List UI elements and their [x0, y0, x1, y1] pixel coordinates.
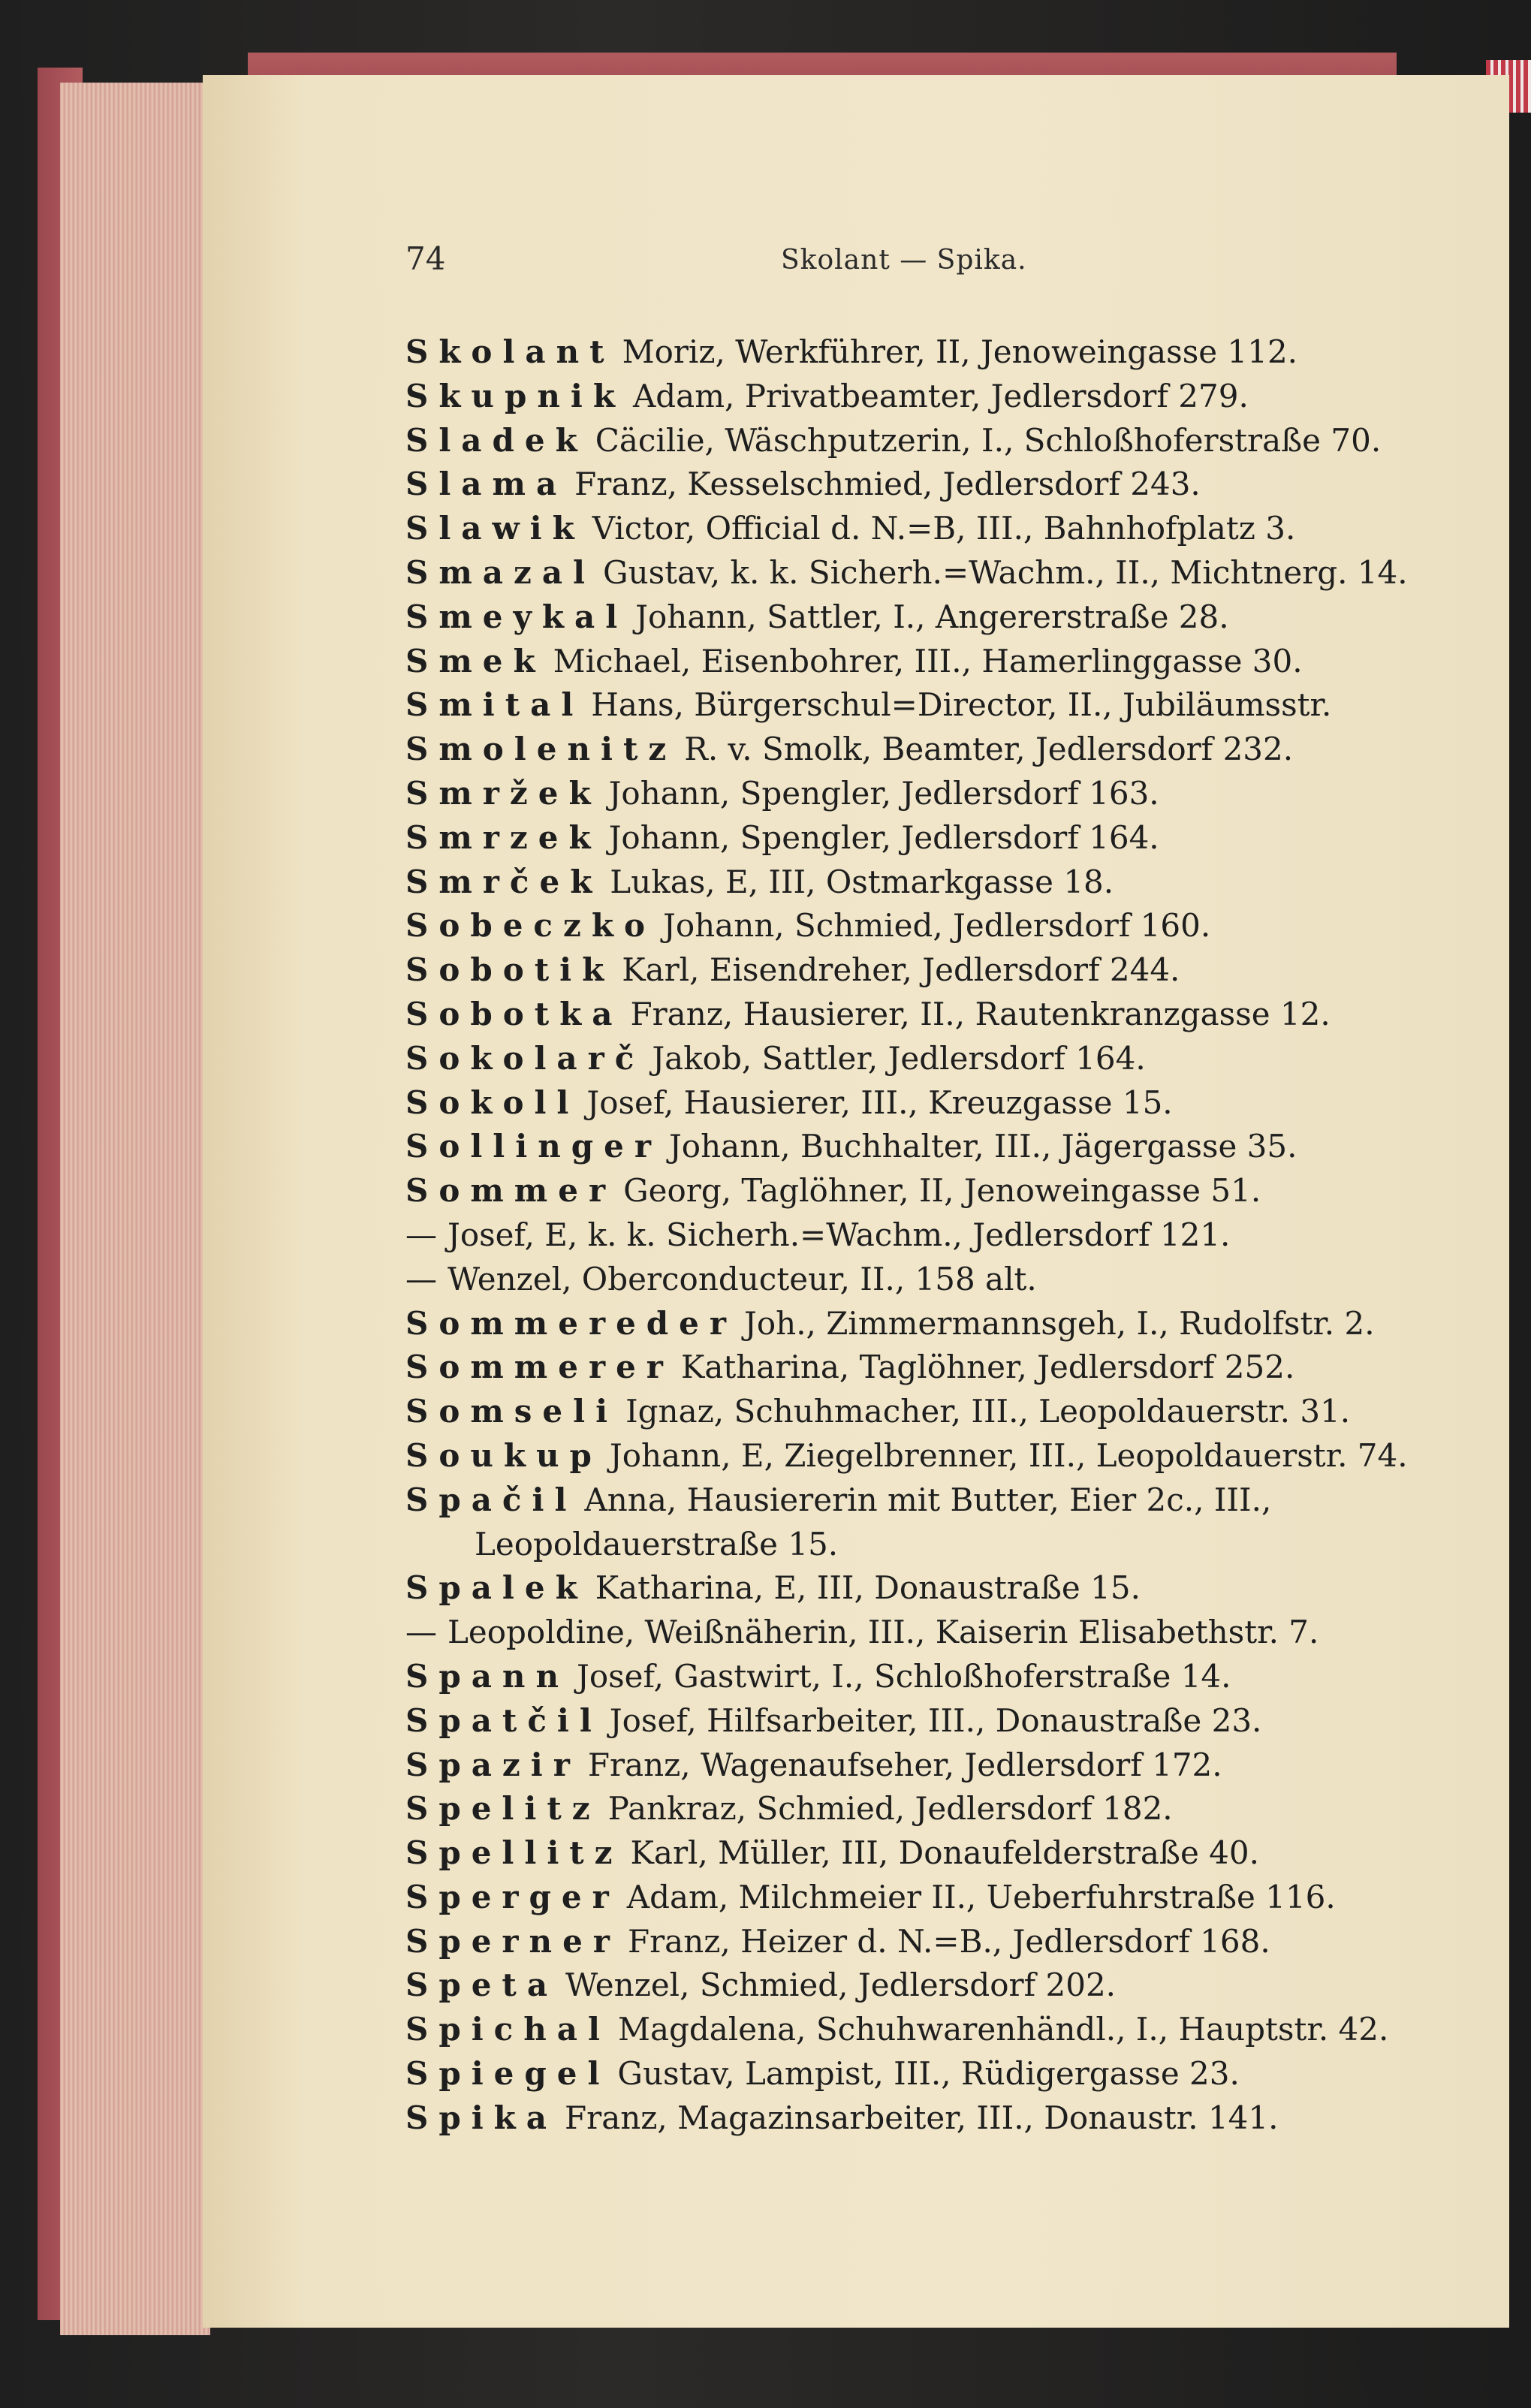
running-head: Skolant — Spika. [781, 245, 1027, 276]
directory-entry [405, 1125, 1479, 1169]
entry-surname: Spiegel [405, 2055, 610, 2093]
entry-surname: Sollinger [405, 1128, 662, 1165]
entry-surname: Sommereder [405, 1304, 737, 1342]
entry-details: Pankraz, Schmied, Jedlersdorf 182. [607, 1790, 1173, 1828]
entry-details: Magdalena, Schuhwarenhändl., I., Hauptstr. 42. [617, 2011, 1389, 2048]
entry-surname: Spazir [405, 1746, 580, 1783]
directory-entry [405, 1081, 1479, 1126]
entry-details: Ignaz, Schuhmacher, III., Leopoldauerstr. 31. [625, 1393, 1351, 1430]
entry-details: Georg, Taglöhner, II, Jenoweingasse 51. [623, 1172, 1261, 1210]
entry-details: Hans, Bürgerschul=Director, II., Jubiläumsstr. [591, 686, 1332, 724]
entry-details: R. v. Smolk, Beamter, Jedlersdorf 232. [684, 731, 1294, 768]
directory-entry [405, 1611, 1479, 1655]
directory-entry [405, 1169, 1479, 1213]
entry-surname: Sokolarč [405, 1039, 645, 1077]
entry-details: Karl, Eisendreher, Jedlersdorf 244. [622, 951, 1180, 989]
entry-details: Josef, Hausierer, III., Kreuzgasse 15. [586, 1083, 1173, 1121]
page-edges [60, 83, 210, 2335]
entry-details: Josef, E, k. k. Sicherh.=Wachm., Jedlersdorf 121. [448, 1216, 1231, 1253]
directory-entry [405, 1831, 1479, 1876]
directory-entry [405, 1699, 1479, 1743]
entry-surname: Sokoll [405, 1083, 580, 1121]
entry-details: Leopoldine, Weißnäherin, III., Kaiserin Elisabethstr. 7. [448, 1614, 1319, 1651]
entry-surname: Smazal [405, 553, 596, 591]
directory-entry [405, 2052, 1479, 2096]
entry-surname: Sobotik [405, 951, 615, 989]
directory-entry [405, 1390, 1479, 1434]
directory-entry [405, 1876, 1479, 1920]
entry-surname: Sperger [405, 1878, 619, 1915]
directory-entry [405, 1743, 1479, 1788]
directory-entry [405, 1963, 1479, 2008]
ditto-dash: — [405, 1260, 437, 1297]
directory-entry [405, 463, 1479, 507]
directory-entry [405, 1478, 1479, 1523]
entry-surname: Smek [405, 642, 546, 680]
entry-surname: Sladek [405, 421, 588, 459]
entry-details: Lukas, E, III, Ostmarkgasse 18. [610, 863, 1114, 900]
entry-details: Wenzel, Schmied, Jedlersdorf 202. [565, 1966, 1117, 2004]
directory-entry [405, 1787, 1479, 1831]
entry-details: Adam, Milchmeier II., Ueberfuhrstraße 116. [626, 1878, 1336, 1915]
entry-details: Johann, Buchhalter, III., Jägergasse 35. [668, 1128, 1297, 1165]
entry-details: Josef, Hilfsarbeiter, III., Donaustraße 23. [609, 1701, 1262, 1739]
entry-surname: Skolant [405, 333, 615, 370]
entry-details: Franz, Kesselschmied, Jedlersdorf 243. [574, 466, 1201, 503]
directory-entry [405, 904, 1479, 948]
entry-details: Franz, Magazinsarbeiter, III., Donaustr. 141. [564, 2099, 1279, 2136]
entry-surname: Sobeczko [405, 907, 655, 945]
entry-surname: Spačil [405, 1481, 577, 1518]
directory-entry [405, 1302, 1479, 1346]
directory-entry [405, 683, 1479, 728]
page-number: 74 [405, 240, 446, 277]
entry-surname: Sommer [405, 1172, 616, 1210]
entry-surname: Slama [405, 466, 568, 503]
entry-surname: Spika [405, 2099, 557, 2136]
directory-entry [405, 330, 1479, 375]
entry-details: Johann, Schmied, Jedlersdorf 160. [662, 907, 1211, 945]
entry-details: Moriz, Werkführer, II, Jenoweingasse 112. [622, 333, 1298, 370]
entry-surname: Spichal [405, 2011, 610, 2048]
entry-surname: Smeykal [405, 598, 628, 635]
page-header [405, 240, 1479, 285]
directory-entry [405, 375, 1479, 419]
entry-surname: Smrzek [405, 818, 601, 856]
directory-entry [405, 1258, 1479, 1302]
directory-entry [405, 1566, 1479, 1611]
directory-entry [405, 860, 1479, 905]
entry-surname: Smrček [405, 863, 603, 900]
entry-details: Gustav, k. k. Sicherh.=Wachm., II., Michtnerg. 14. [603, 553, 1408, 591]
entry-surname: Skupnik [405, 377, 625, 414]
entry-surname: Sobotka [405, 995, 623, 1032]
directory-entry [405, 728, 1479, 772]
entry-surname: Somseli [405, 1393, 619, 1430]
entry-surname: Smolenitz [405, 731, 677, 768]
directory-entry [405, 1920, 1479, 1964]
entry-surname: Sommerer [405, 1349, 674, 1386]
entry-details: Gustav, Lampist, III., Rüdigergasse 23. [617, 2055, 1240, 2093]
directory-entry [405, 1523, 1479, 1567]
directory-entry [405, 1346, 1479, 1390]
entry-surname: Spalek [405, 1569, 588, 1607]
directory-entry [405, 993, 1479, 1037]
entry-details: Wenzel, Oberconducteur, II., 158 alt. [448, 1260, 1037, 1297]
entry-surname: Spellitz [405, 1834, 623, 1872]
directory-entry [405, 948, 1479, 993]
entry-surname: Spatčil [405, 1701, 602, 1739]
directory-entry [405, 1213, 1479, 1258]
entry-details: Josef, Gastwirt, I., Schloßhoferstraße 14. [576, 1657, 1231, 1695]
directory-entry [405, 595, 1479, 640]
directory-entry [405, 772, 1479, 816]
entry-details: Johann, Spengler, Jedlersdorf 164. [608, 818, 1159, 856]
entry-details: Anna, Hausiererin mit Butter, Eier 2c., III., [584, 1481, 1272, 1518]
ditto-dash: — [405, 1614, 437, 1651]
directory-entry [405, 1037, 1479, 1081]
directory-entry [405, 507, 1479, 551]
entry-surname: Smital [405, 686, 584, 724]
entry-surname: Smržek [405, 774, 601, 812]
entry-details: Johann, Sattler, I., Angererstraße 28. [635, 598, 1229, 635]
entry-details: Cäcilie, Wäschputzerin, I., Schloßhoferstraße 70. [595, 421, 1382, 459]
entry-surname: Spelitz [405, 1790, 601, 1828]
directory-entries [405, 330, 1479, 2141]
directory-entry [405, 640, 1479, 684]
entry-surname: Sperner [405, 1922, 620, 1960]
entry-details: Katharina, Taglöhner, Jedlersdorf 252. [680, 1349, 1295, 1386]
entry-details: Franz, Heizer d. N.=B., Jedlersdorf 168. [627, 1922, 1270, 1960]
entry-details: Jakob, Sattler, Jedlersdorf 164. [652, 1039, 1146, 1077]
directory-entry [405, 2096, 1479, 2141]
entry-surname: Slawik [405, 510, 585, 547]
entry-details: Karl, Müller, III, Donaufelderstraße 40. [630, 1834, 1259, 1872]
directory-entry [405, 1655, 1479, 1699]
entry-details: Johann, E, Ziegelbrenner, III., Leopoldauerstr. 74. [609, 1436, 1408, 1474]
entry-details: Joh., Zimmermannsgeh, I., Rudolfstr. 2. [744, 1304, 1375, 1342]
entry-surname: Soukup [405, 1436, 602, 1474]
ditto-dash: — [405, 1216, 437, 1253]
entry-details: Michael, Eisenbohrer, III., Hamerlinggasse 30. [553, 642, 1303, 680]
entry-details: Leopoldauerstraße 15. [475, 1525, 839, 1563]
entry-details: Franz, Wagenaufseher, Jedlersdorf 172. [587, 1746, 1222, 1783]
entry-surname: Spann [405, 1657, 569, 1695]
directory-entry [405, 1434, 1479, 1478]
entry-surname: Speta [405, 1966, 559, 2004]
entry-details: Adam, Privatbeamter, Jedlersdorf 279. [632, 377, 1249, 414]
directory-entry [405, 551, 1479, 595]
entry-details: Katharina, E, III, Donaustraße 15. [595, 1569, 1141, 1607]
entry-details: Franz, Hausierer, II., Rautenkranzgasse 12. [630, 995, 1331, 1032]
directory-entry [405, 419, 1479, 463]
directory-entry [405, 2008, 1479, 2052]
directory-entry [405, 816, 1479, 860]
entry-details: Victor, Official d. N.=B, III., Bahnhofplatz 3. [592, 510, 1296, 547]
entry-details: Johann, Spengler, Jedlersdorf 163. [608, 774, 1159, 812]
